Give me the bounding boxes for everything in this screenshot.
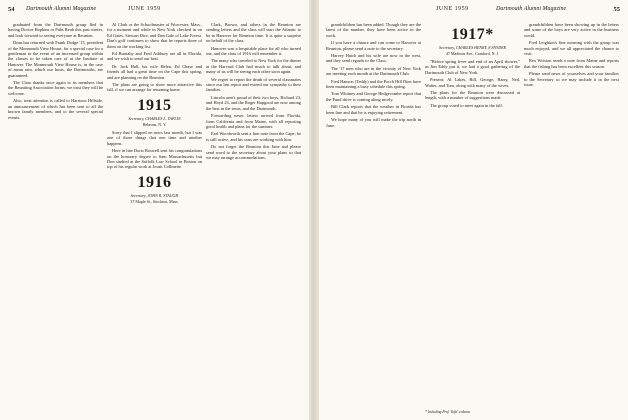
paragraph: Here in line Doris Boswell sent his congratulations on the honorary degree to Sam Massachusetts but Don studied at the Suffolk Law School in Boston on top of his regular work at Jesuit Collinette. (107, 148, 202, 170)
magazine-title: Dartmouth Alumni Magazine (26, 6, 97, 12)
paragraph: Present: Al Lakes, Bill, George, Harry, Ned, Walter, and Tom, along with many of the wives. (425, 77, 520, 88)
paragraph: Lincoln aren't proud of their two boys, Richard 23, and Hoyd 23, and the Roger Hapgood are now among the best in the town, and the Dartmouth. (206, 94, 301, 111)
right-page-header (326, 6, 620, 18)
paragraph: Ed Burnaby and Fred Ashbury are all in Florida, and we wish to send our best. (107, 51, 202, 62)
left-page-header (8, 6, 302, 18)
paragraph: The plans for the Reunion were discussed at length, with a number of suggestions made. (425, 90, 520, 101)
footnote: * Including Prof. Tufts' column. (425, 409, 471, 414)
paragraph: Rex Wriston sends a note from Maine and reports that the fishing has been excellent this season. (524, 58, 619, 69)
issue-date: JUNE 1959 (436, 6, 469, 12)
paragraph: Al Clark or the Schoolmaster of Worcester, Mass., for a moment and while in New York checked in on Ed Gates, Stewart Dire, and Dan Gale of Lake Forest. Dan's golf continues to show that he reports three of them on the working list. (107, 22, 202, 49)
paragraph: The many who traveled to New York for the dinner at the Harvard Club had much to talk about, and many of us will be seeing each other soon again. (206, 58, 301, 75)
paragraph: Sorry that I slipped on news last month, but I was one of those things that one time and another happens. (107, 129, 202, 146)
page-number: 54 (8, 6, 15, 13)
column-2 (107, 22, 202, 414)
class-heading-1916: 1916 (137, 173, 172, 191)
class-secretary: Secretary, CHARLES L. TAPLIN (128, 115, 181, 121)
paragraph: Clark, Brown, and others in the Reunion are sending letters and the class will start the Atlantic to be in Hanover for Reunion time. It is quite a surprise on behalf of the class. (206, 22, 301, 44)
class-heading-1917: 1917* (451, 26, 494, 43)
paragraph: Forwarding news: letters arrived from Florida, from California and from Maine, with all reporting good health and plans for the summer. (206, 113, 301, 129)
paragraph: Hanover was a hospitable place for all who turned out, and the class of 1916 will remember it. (206, 45, 301, 57)
column-3 (206, 22, 301, 414)
left-page (0, 0, 310, 420)
paragraph: Dr. Jack Hull, his wife Helen, Ed Chase and friends all had a great time on the Cape this spring, and are planning on the Reunion. (107, 63, 202, 80)
class-heading-1915: 1915 (137, 96, 172, 114)
page-number: 55 (613, 6, 620, 13)
paragraph: The '17 men who are in the vicinity of New York are meeting each month at the Dartmouth Club. (326, 65, 421, 77)
paragraph: The group voted to meet again in the fall. (430, 102, 503, 108)
paragraph: Bill Clark reports that the weather in Florida has been fine and that he is enjoying retirement. (326, 104, 421, 115)
paragraph: We hope many of you will make the trip north in June. (326, 117, 421, 128)
column-2 (425, 22, 520, 414)
column-1 (326, 22, 421, 414)
paragraph: Dean has returned with Frank Dodge '15, president of the Monmouth View House, for a special case for a gentleman in the event of an increased group within the classes to be taken care of at the Institute at Hanover. The Monmouth View House is, in the case of mean rain, which our hosts, the Dartmouths, are guaranteed. (8, 40, 103, 78)
paragraph: Do not forget the Reunion this June and please send word to the secretary about your plans so that we may arrange accommodations. (206, 144, 301, 160)
paragraph: The Class thanks once again to its members that the Reuniting Association forms; we trust they will be welcome. (8, 80, 103, 96)
magazine-title: Dartmouth Alumni Magazine (496, 6, 567, 12)
paragraph: grandchildren has been added. Though they are the latest of the number, they have been active in the work. (326, 22, 421, 38)
paragraph: We regret to report the death of several classmates since our last report and extend our sympathy to their families. (206, 76, 301, 93)
paragraph: The plans are going to show more attractive this fall, if we can arrange for returning home. (107, 82, 202, 93)
issue-date: JUNE 1959 (128, 6, 161, 12)
paragraph: Fred Hanson (Teddy) and the Porch Hill Dine have been maintaining a busy schedule this spring. (326, 78, 421, 90)
paragraph: graduated from the Dartmouth group fled in having Doctor Hopkins or Pabs Reub this past winter, and look forward to seeing everyone at Reunion. (8, 22, 103, 38)
paragraph: "Before spring fever and end of an April shower," as Jim Eddy put it, we had a good gathering of the Dartmouth Club of New York. (425, 59, 520, 75)
class-secretary: Secretary, JOHN R. STAUGH (130, 192, 179, 198)
paragraph: grandchildren have been showing up in the letters and some of the boys are very active in the business world. (524, 22, 619, 38)
paragraph: Fred Leighton's fine morning with the group was much enjoyed, and we all appreciated the chance to visit. (524, 40, 619, 57)
paragraph: If you have a chance and can come to Hanover at Reunion, please send a note to the secretary. (326, 40, 421, 51)
column-3 (524, 22, 619, 414)
paragraph: Tom Whitney and George Hedgecombe report that the Fund drive is coming along nicely. (326, 91, 421, 102)
paragraph: Earl Woodworth sent a fine note from the Cape; he is still active, and his sons are working with him. (206, 131, 301, 142)
column-1 (8, 22, 103, 414)
paragraph: Please send news of yourselves and your families to the Secretary so we may include it in the next issue. (524, 71, 619, 88)
secretary-address: 47 Madison Ave., Cranford, N. J. (445, 51, 500, 56)
paragraph: Harvey Hatch and his wife are now in the west, and they send regards to the Class. (326, 53, 421, 64)
secretary-address: 37 Maple St., Stockton, Mass. (130, 198, 179, 204)
class-secretary: Secretary, CHARLES HENRY, 8 SNYDER (439, 45, 506, 50)
secretary-address: Hebrons, N. Y. (142, 121, 167, 127)
paragraph: Also, treat attention is called to Harrison Hillside, an announcement of which has been sent to all the known family members, and to the several special events. (8, 98, 103, 120)
right-page (318, 0, 628, 420)
